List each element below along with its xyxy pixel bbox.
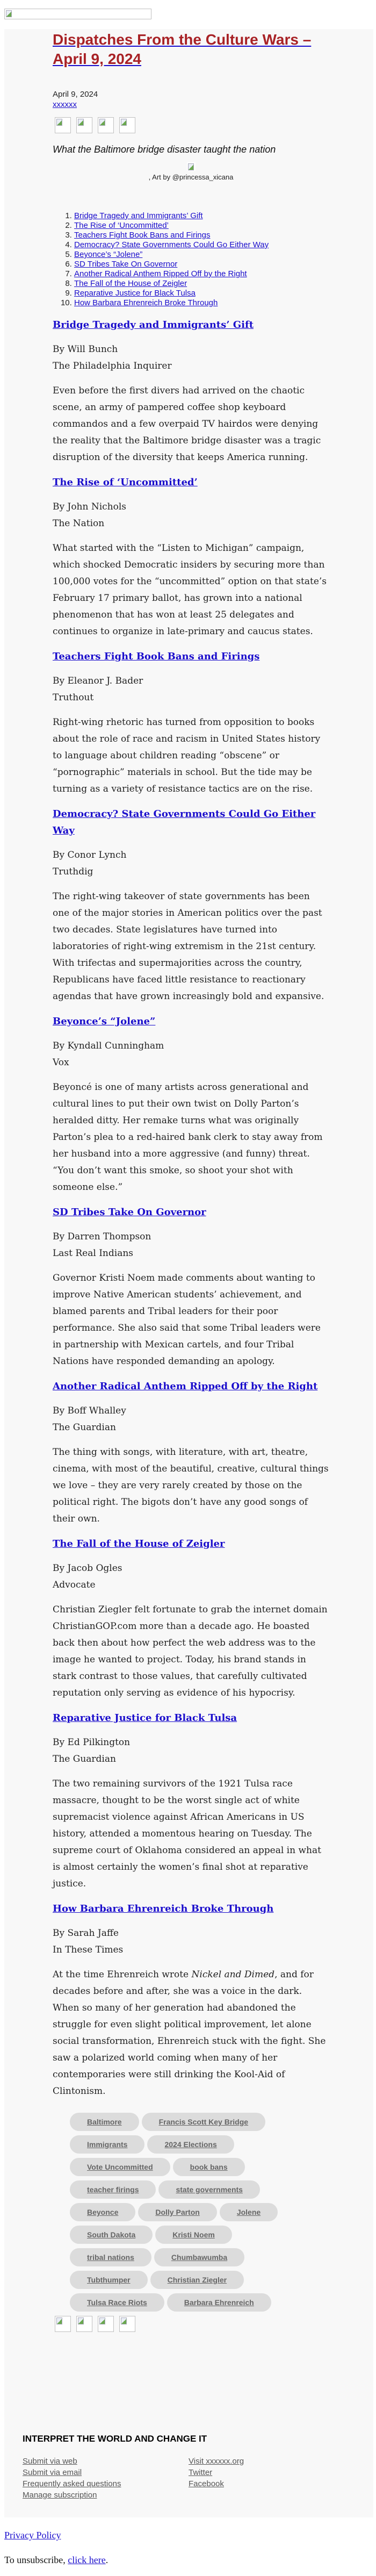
article-author: By Sarah Jaffe: [53, 1928, 119, 1939]
summary-text: The thing with songs, with literature, with art, theatre, cinema, with most of the beautiful, creative, cultural things we love – they are very rarely created by those on the political right. The bigots don’t have any good songs of their own.: [53, 1447, 329, 1524]
toc-link[interactable]: The Fall of the House of Zeigler: [74, 279, 187, 288]
tag-pill[interactable]: 2024 Elections: [147, 2135, 234, 2154]
article-author: By Will Bunch: [53, 344, 118, 355]
book-title: Nickel and Dimed: [191, 1969, 275, 1980]
article-summary: [53, 540, 329, 640]
article-summary: [53, 1967, 329, 2100]
footer-heading: INTERPRET THE WORLD AND CHANGE IT: [23, 2434, 207, 2444]
article-heading: [53, 317, 329, 333]
share-icon-3[interactable]: [98, 2316, 114, 2332]
author-link[interactable]: xxxxxx: [53, 100, 77, 109]
feature-art: [53, 162, 329, 182]
toc-link[interactable]: Another Radical Anthem Ripped Off by the Right: [74, 269, 247, 278]
tag-row: [70, 2293, 329, 2312]
article-author: By Ed Pilkington: [53, 1737, 131, 1748]
footer-link[interactable]: Twitter: [189, 2468, 213, 2477]
article-summary: [53, 888, 329, 1005]
tag-pill[interactable]: South Dakota: [70, 2226, 153, 2244]
tag-pill[interactable]: Barbara Ehrenreich: [167, 2293, 271, 2312]
summary-text: What started with the “Listen to Michigan” campaign, which shocked Democratic insiders by securing more than 100,000 votes for the “uncommitted” option on that state’s February 17 primary ballot, has grown into a national phenomenon that has won at least 25 delegates and continues to organize in late-primary and caucus states.: [53, 543, 327, 637]
tag-pill[interactable]: Kristi Noem: [155, 2226, 232, 2244]
article-title-link[interactable]: SD Tribes Take On Governor: [53, 1207, 206, 1218]
article-byline: [53, 673, 329, 706]
share-icon-2[interactable]: [76, 117, 92, 133]
article-author: By Boff Whalley: [53, 1405, 126, 1416]
summary-text: Beyoncé is one of many artists across generational and cultural lines to put their own twist on Dolly Parton’s heralded ditty. Her remake turns what was originally Parton’s plea to a red-haired bank clerk to stay away from her husband into a more aggressive (and funny) threat. “You don’t want this smoke, so shoot your shot with someone else.”: [53, 1082, 323, 1193]
tag-pill[interactable]: Baltimore: [70, 2113, 139, 2131]
footer-link[interactable]: Visit xxxxxx.org: [189, 2457, 244, 2466]
article-byline: [53, 1229, 329, 1262]
article: [53, 1378, 329, 1527]
footer-link[interactable]: Submit via email: [23, 2468, 82, 2477]
article-title-link[interactable]: How Barbara Ehrenreich Broke Through: [53, 1903, 274, 1914]
legal-links: [4, 2529, 108, 2566]
article-heading: [53, 1710, 329, 1726]
toc-link[interactable]: How Barbara Ehrenreich Broke Through: [74, 298, 218, 307]
tag-pill[interactable]: Immigrants: [70, 2135, 144, 2154]
article-heading: [53, 1535, 329, 1552]
article: [53, 1900, 329, 2100]
unsubscribe-line: [4, 2554, 108, 2566]
article-title-link[interactable]: The Fall of the House of Zeigler: [53, 1538, 225, 1549]
summary-text: Right-wing rhetoric has turned from opposition to books about the role of race and racism in United States history to language about children reading “obscene” or “pornographic” materials in school. But the tide may be turning as a variety of resistance tactics are on the rise.: [53, 717, 321, 794]
share-icon-1[interactable]: [55, 2316, 71, 2332]
footer: [23, 2433, 366, 2501]
summary-text: At the time Ehrenreich wrote: [53, 1969, 192, 1980]
footer-link[interactable]: Frequently asked questions: [23, 2479, 121, 2488]
toc-item: [74, 231, 329, 240]
toc-link[interactable]: Bridge Tragedy and Immigrants’ Gift: [74, 211, 203, 220]
share-icon-4[interactable]: [119, 117, 135, 133]
article-heading: [53, 648, 329, 665]
article-source: Truthout: [53, 692, 94, 703]
article-byline: [53, 341, 329, 375]
toc-item: [74, 221, 329, 231]
summary-text: , and for decades before and after, she was a voice in the dark. When so many of her generation had abandoned the struggle for even slight political improvement, let alone social transformation, Ehrenreich stuck with the fight. She saw a polarized world coming when many of her contemporaries were still drinking the Kool-Aid of Clintonism.: [53, 1969, 326, 2097]
toc-item: [74, 250, 329, 260]
article-summary: [53, 1079, 329, 1196]
article-title-link[interactable]: Beyonce’s “Jolene”: [53, 1016, 156, 1027]
article: [53, 474, 329, 640]
toc-link[interactable]: Beyonce’s “Jolene”: [74, 250, 143, 259]
article-author: By Kyndall Cunningham: [53, 1041, 164, 1051]
article-byline: [53, 1560, 329, 1594]
tag-row: [70, 2158, 329, 2176]
article-byline: [53, 1403, 329, 1436]
tag-row: [70, 2203, 329, 2221]
toc-item: [74, 260, 329, 269]
tag-pill[interactable]: book bans: [173, 2158, 245, 2176]
article-source: The Philadelphia Inquirer: [53, 361, 172, 371]
article: [53, 648, 329, 798]
share-icon-3[interactable]: [98, 117, 114, 133]
article-title-link[interactable]: Democracy? State Governments Could Go Either Way: [53, 808, 316, 836]
newsletter-title: [53, 30, 329, 69]
tag-pill[interactable]: Christian Ziegler: [150, 2271, 244, 2289]
article-summary: [53, 1602, 329, 1702]
article-author: By John Nichols: [53, 501, 127, 512]
footer-links-right: [189, 2456, 355, 2501]
summary-text: Even before the first divers had arrived on the chaotic scene, an army of pampered coffee shop keyboard commandos and a few overpaid TV hairdos were denying the reality that the Baltimore bridge disaster was a tragic disruption of the diversity that keeps America running.: [53, 385, 321, 463]
art-caption: , Art by @princessa_xicana: [148, 173, 234, 181]
unsubscribe-link[interactable]: click here: [68, 2555, 106, 2565]
article-author: By Eleanor J. Bader: [53, 676, 143, 686]
toc-link[interactable]: Teachers Fight Book Bans and Firings: [74, 231, 211, 240]
tag-row: [70, 2271, 329, 2289]
tag-pill[interactable]: Tulsa Race Riots: [70, 2293, 164, 2312]
article-title-link[interactable]: Another Radical Anthem Ripped Off by the Right: [53, 1381, 318, 1392]
toc-item: [74, 240, 329, 250]
summary-text: Governor Kristi Noem made comments about wanting to improve Native American students’ achievement, and blamed parents and Tribal leaders for their poor performance. She also said that some Tribal leaders were in partnership with Mexican cartels, and four Tribal Nations have responded demanding an apology.: [53, 1273, 321, 1367]
footer-link[interactable]: Submit via web: [23, 2457, 77, 2466]
article-summary: [53, 383, 329, 466]
share-icons-bottom: [53, 2316, 329, 2332]
newsletter-subtitle: What the Baltimore bridge disaster taught the nation: [53, 144, 276, 155]
article-source: Vox: [53, 1057, 69, 1068]
dateline: [53, 89, 329, 110]
tag-pill[interactable]: tribal nations: [70, 2248, 151, 2266]
article-source: In These Times: [53, 1944, 124, 1955]
article-byline: [53, 1734, 329, 1768]
article-source: The Guardian: [53, 1754, 116, 1764]
newsletter-body: [4, 29, 373, 2517]
header-banner-image: [4, 9, 151, 19]
tag-row: [70, 2226, 329, 2244]
tag-row: [70, 2248, 329, 2266]
feature-image: [187, 162, 196, 171]
tag-pill[interactable]: teacher firings: [70, 2180, 156, 2199]
tag-pill[interactable]: Francis Scott Key Bridge: [142, 2113, 266, 2131]
toc-item: [74, 211, 329, 221]
summary-text: Christian Ziegler felt fortunate to grab the internet domain ChristianGOP.com more than a decade ago. He boasted back then about how perfect the web address was to the image he wanted to project. Today, his brand stands in stark contrast to those values, that carefully cultivated reputation only serving as evidence of his hypocrisy.: [53, 1604, 328, 1698]
unsubscribe-suffix: .: [105, 2555, 109, 2565]
article-source: Last Real Indians: [53, 1248, 134, 1259]
article: [53, 317, 329, 466]
share-icon-4[interactable]: [119, 2316, 135, 2332]
footer-link[interactable]: Facebook: [189, 2479, 224, 2488]
share-icon-1[interactable]: [55, 117, 71, 133]
toc-item: [74, 269, 329, 279]
article-summary: [53, 714, 329, 798]
article-source: The Guardian: [53, 1422, 116, 1433]
share-icon-2[interactable]: [76, 2316, 92, 2332]
article: [53, 1013, 329, 1196]
article-summary: [53, 1776, 329, 1892]
article: [53, 1204, 329, 1370]
toc-link[interactable]: SD Tribes Take On Governor: [74, 260, 178, 269]
article-heading: [53, 1900, 329, 1917]
tag-pill[interactable]: Dolly Parton: [138, 2203, 216, 2221]
tag-pill[interactable]: Beyonce: [70, 2203, 135, 2221]
article-author: By Darren Thompson: [53, 1231, 151, 1242]
article-author: By Jacob Ogles: [53, 1563, 122, 1574]
tag-pill[interactable]: Tubthumper: [70, 2271, 148, 2289]
article-title-link[interactable]: Reparative Justice for Black Tulsa: [53, 1712, 237, 1724]
article-heading: [53, 1204, 329, 1221]
tag-pill[interactable]: Chumbawumba: [154, 2248, 244, 2266]
article-heading: [53, 806, 329, 839]
tag-pill[interactable]: Jolene: [220, 2203, 278, 2221]
footer-links-left: [23, 2456, 189, 2501]
article-title-link[interactable]: Teachers Fight Book Bans and Firings: [53, 651, 260, 662]
article-byline: [53, 1038, 329, 1071]
article-byline: [53, 847, 329, 880]
newsletter-title-link[interactable]: Dispatches From the Culture Wars – April 9, 2024: [53, 31, 312, 67]
publish-date: April 9, 2024: [53, 90, 98, 99]
unsubscribe-text: To unsubscribe,: [4, 2555, 68, 2565]
toc-item: [74, 289, 329, 298]
article-title-link[interactable]: Bridge Tragedy and Immigrants’ Gift: [53, 319, 254, 331]
table-of-contents: [53, 211, 329, 308]
tag-pill[interactable]: Vote Uncommitted: [70, 2158, 170, 2176]
share-icons-top: [53, 117, 329, 133]
toc-item: [74, 298, 329, 308]
toc-link[interactable]: The Rise of ‘Uncommitted’: [74, 221, 169, 230]
summary-text: The two remaining survivors of the 1921 Tulsa race massacre, thought to be the worst single act of white supremacist violence against African Americans in US history, attended a momentous hearing on Tuesday. The supreme court of Oklahoma considered an appeal in what is almost certainly the women’s final shot at reparative justice.: [53, 1778, 321, 1889]
article-summary: [53, 1444, 329, 1527]
tag-pill[interactable]: state governments: [158, 2180, 259, 2199]
tag-list: [70, 2113, 329, 2312]
article-source: The Nation: [53, 518, 105, 529]
tag-row: [70, 2135, 329, 2154]
article: [53, 1710, 329, 1892]
tag-row: [70, 2180, 329, 2199]
article-heading: [53, 1378, 329, 1395]
article-summary: [53, 1270, 329, 1370]
article-heading: [53, 1013, 329, 1030]
summary-text: The right-wing takeover of state governments has been one of the major stories in American politics over the past two decades. State legislatures have turned into laboratories of right-wing extremism in the 21st century. With trifectas and supermajorities across the country, Republicans have faced little resistance to reactionary agendas that have grown increasingly bold and expansive.: [53, 891, 324, 1002]
article-byline: [53, 499, 329, 532]
article-title-link[interactable]: The Rise of ‘Uncommitted’: [53, 477, 198, 488]
tag-row: [70, 2113, 329, 2131]
article-byline: [53, 1925, 329, 1958]
article-source: Truthdig: [53, 866, 93, 877]
article: [53, 1535, 329, 1702]
articles: [53, 317, 329, 2100]
privacy-policy-link[interactable]: Privacy Policy: [4, 2530, 61, 2541]
article-author: By Conor Lynch: [53, 850, 127, 860]
article-source: Advocate: [53, 1580, 96, 1590]
toc-link[interactable]: Democracy? State Governments Could Go Either Way: [74, 240, 269, 249]
toc-item: [74, 279, 329, 289]
toc-link[interactable]: Reparative Justice for Black Tulsa: [74, 289, 196, 298]
footer-link[interactable]: Manage subscription: [23, 2491, 97, 2500]
article-heading: [53, 474, 329, 491]
article: [53, 806, 329, 1005]
